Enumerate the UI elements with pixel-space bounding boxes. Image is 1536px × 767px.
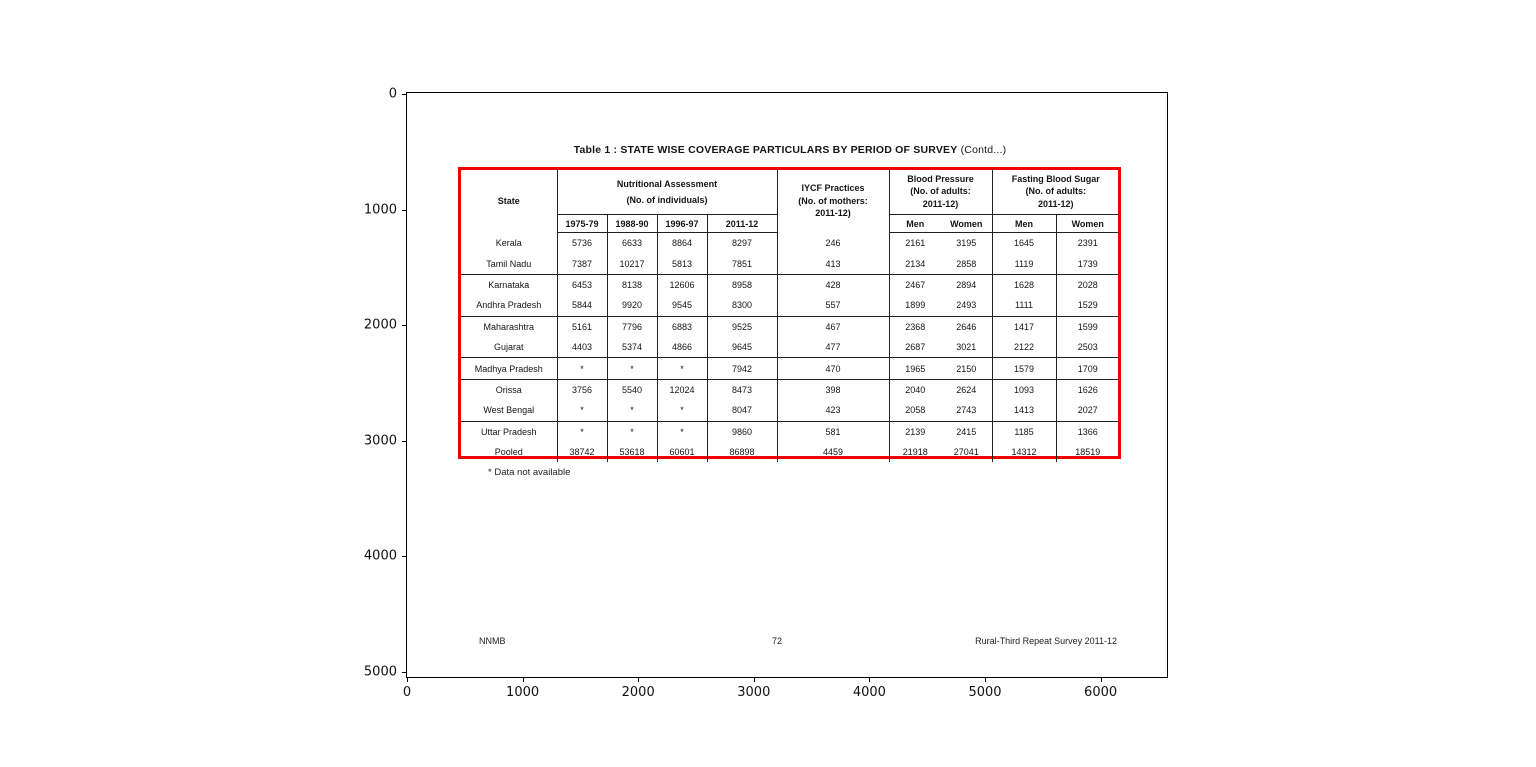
value-cell: 1645 — [992, 233, 1056, 254]
header-fbs-men: Men — [992, 215, 1056, 233]
header-iycf — [777, 169, 889, 233]
header-year-1975-79: 1975-79 — [557, 215, 607, 233]
value-cell: 4459 — [777, 442, 889, 462]
state-cell: Andhra Pradesh — [461, 295, 557, 316]
x-tick-mark — [523, 677, 524, 682]
state-cell: Maharashtra — [461, 316, 557, 337]
value-cell: 2503 — [1056, 337, 1119, 358]
header-year-2011-12: 2011-12 — [707, 215, 777, 233]
value-cell: * — [557, 358, 607, 379]
value-cell: 27041 — [941, 442, 992, 462]
value-cell: 2624 — [941, 379, 992, 400]
value-cell: 21918 — [902, 447, 928, 458]
value-cell: 2493 — [941, 295, 992, 316]
header-year-1996-97: 1996-97 — [657, 215, 707, 233]
value-cell: 8047 — [707, 400, 777, 421]
value-cell: 9525 — [707, 316, 777, 337]
value-cell: 8864 — [657, 233, 707, 254]
x-tick-label: 6000 — [1084, 685, 1118, 700]
value-cell: * — [657, 421, 707, 442]
footer-nnmb: NNMB — [479, 636, 506, 646]
footer-page-number: 72 — [771, 636, 783, 646]
value-cell: 7942 — [707, 358, 777, 379]
value-cell: 1628 — [992, 274, 1056, 295]
value-cell: 2687 — [889, 337, 941, 358]
value-cell: 1739 — [1056, 253, 1119, 274]
y-tick-label: 1000 — [363, 202, 397, 218]
value-cell: 1529 — [1056, 295, 1119, 316]
value-cell: 1599 — [1077, 321, 1098, 332]
x-tick-label: 5000 — [968, 685, 1002, 700]
state-cell: Orissa — [461, 379, 557, 400]
value-cell: 477 — [777, 337, 889, 358]
value-cell: 5161 — [557, 316, 607, 337]
value-cell: 5736 — [557, 233, 607, 254]
header-bp-women: Women — [941, 215, 992, 233]
value-cell: 7387 — [557, 253, 607, 274]
table-row — [461, 253, 1119, 274]
value-cell: 557 — [777, 295, 889, 316]
header-na-line2: (No. of individuals) — [626, 194, 708, 205]
value-cell: 12606 — [657, 274, 707, 295]
value-cell: 2139 — [905, 426, 926, 437]
value-cell: 8138 — [607, 274, 657, 295]
value-cell: 2894 — [941, 274, 992, 295]
value-cell: 2040 — [905, 384, 926, 395]
value-cell: 5374 — [607, 337, 657, 358]
value-cell: 9645 — [707, 337, 777, 358]
x-tick-label: 4000 — [852, 685, 886, 700]
value-cell: * — [657, 358, 707, 379]
value-cell: 12024 — [657, 379, 707, 400]
value-cell: 8300 — [707, 295, 777, 316]
y-tick-label: 2000 — [363, 317, 397, 333]
value-cell: 7851 — [707, 253, 777, 274]
value-cell: 2646 — [941, 316, 992, 337]
value-cell: 1366 — [1077, 426, 1098, 437]
value-cell: 4866 — [657, 337, 707, 358]
table-row — [461, 400, 1119, 421]
value-cell: 1965 — [889, 358, 941, 379]
state-cell: Karnataka — [461, 274, 557, 295]
table-row — [461, 316, 1119, 337]
x-tick-mark — [754, 677, 755, 682]
value-cell: 4403 — [557, 337, 607, 358]
y-tick-label: 5000 — [363, 664, 397, 680]
value-cell: 86898 — [707, 442, 777, 462]
value-cell: * — [557, 400, 607, 421]
header-fbs-line1: Fasting Blood Sugar — [1011, 173, 1100, 184]
value-cell: 8473 — [707, 379, 777, 400]
value-cell: 1093 — [992, 379, 1056, 400]
value-cell: 246 — [777, 233, 889, 254]
header-fbs-line2: (No. of adults: — [1025, 186, 1087, 197]
table-row — [461, 295, 1119, 316]
value-cell: 467 — [777, 316, 889, 337]
value-cell: 581 — [777, 421, 889, 442]
state-cell: Kerala — [461, 233, 557, 254]
value-cell: 6453 — [557, 274, 607, 295]
table-row — [461, 379, 1119, 400]
value-cell: 2743 — [941, 400, 992, 421]
table-title-suffix: (Contd...) — [957, 144, 1007, 156]
state-cell: Gujarat — [461, 337, 557, 358]
header-fbs-line3: 2011-12) — [1038, 198, 1074, 209]
header-iycf-line3: 2011-12) — [815, 208, 851, 218]
x-tick-mark — [407, 677, 408, 682]
value-cell: 428 — [777, 274, 889, 295]
data-not-available-note: * Data not available — [488, 467, 571, 478]
header-year-1988-90: 1988-90 — [607, 215, 657, 233]
table-row — [461, 421, 1119, 442]
value-cell: 7796 — [607, 316, 657, 337]
footer-survey-name: Rural-Third Repeat Survey 2011-12 — [975, 636, 1117, 646]
value-cell: 60601 — [657, 442, 707, 462]
header-iycf-line1: IYCF Practices — [801, 183, 865, 193]
value-cell: 470 — [777, 358, 889, 379]
y-tick-mark — [402, 94, 407, 95]
value-cell: 1626 — [1077, 384, 1098, 395]
header-fbs-women: Women — [1056, 215, 1119, 233]
value-cell: 6883 — [657, 316, 707, 337]
header-na-line1: Nutritional Assessment — [616, 178, 718, 189]
x-tick-label: 0 — [402, 685, 412, 700]
table-title-main: Table 1 : STATE WISE COVERAGE PARTICULARS BY PERIOD OF SURVEY — [573, 144, 958, 156]
value-cell: * — [607, 358, 657, 379]
value-cell: 9860 — [707, 421, 777, 442]
header-bp-line1: Blood Pressure — [907, 173, 974, 184]
value-cell: 2161 — [905, 238, 926, 249]
header-nutritional-assessment — [557, 169, 777, 215]
value-cell: * — [607, 421, 657, 442]
value-cell: 3195 — [941, 233, 992, 254]
plot-axes — [363, 86, 1168, 700]
header-bp-line3: 2011-12) — [922, 198, 959, 209]
value-cell: 1899 — [889, 295, 941, 316]
value-cell: 1709 — [1056, 358, 1119, 379]
value-cell: 2028 — [1077, 279, 1098, 290]
value-cell: 38742 — [557, 442, 607, 462]
header-state: State — [461, 169, 557, 233]
x-tick-label: 2000 — [621, 685, 655, 700]
value-cell: 423 — [777, 400, 889, 421]
y-tick-mark — [402, 672, 407, 673]
value-cell: 398 — [777, 379, 889, 400]
x-tick-mark — [638, 677, 639, 682]
y-tick-label: 4000 — [363, 548, 397, 564]
header-bp-men: Men — [889, 215, 941, 233]
value-cell: * — [607, 400, 657, 421]
value-cell: 1185 — [992, 421, 1056, 442]
y-tick-mark — [402, 210, 407, 211]
value-cell: 8297 — [707, 233, 777, 254]
value-cell: * — [557, 421, 607, 442]
state-cell: Uttar Pradesh — [461, 421, 557, 442]
value-cell: 2027 — [1056, 400, 1119, 421]
x-tick-mark — [869, 677, 870, 682]
value-cell: 3756 — [557, 379, 607, 400]
value-cell: 14312 — [992, 442, 1056, 462]
value-cell: 2467 — [905, 279, 926, 290]
header-blood-pressure — [889, 169, 992, 215]
table-title — [461, 144, 1119, 156]
value-cell: 6633 — [607, 233, 657, 254]
state-cell: Pooled — [461, 442, 557, 462]
header-fasting-blood-sugar — [992, 169, 1119, 215]
y-tick-mark — [402, 556, 407, 557]
x-tick-mark — [1101, 677, 1102, 682]
table-row — [461, 358, 1119, 379]
header-iycf-line2: (No. of mothers: — [798, 195, 868, 206]
value-cell: 10217 — [607, 253, 657, 274]
state-cell: Madhya Pradesh — [461, 358, 557, 379]
table-row — [461, 233, 1119, 254]
y-tick-label: 0 — [388, 86, 397, 102]
value-cell: 1119 — [992, 253, 1056, 274]
table-row — [461, 274, 1119, 295]
value-cell: 5813 — [657, 253, 707, 274]
value-cell: 9545 — [657, 295, 707, 316]
y-tick-mark — [402, 441, 407, 442]
value-cell: 5844 — [557, 295, 607, 316]
value-cell: 2122 — [992, 337, 1056, 358]
value-cell: 2150 — [941, 358, 992, 379]
y-tick-mark — [402, 325, 407, 326]
value-cell: 2368 — [905, 321, 926, 332]
table-body — [461, 233, 1119, 463]
y-tick-label: 3000 — [363, 433, 397, 449]
value-cell: 8958 — [707, 274, 777, 295]
table-row — [461, 337, 1119, 358]
coverage-table — [461, 169, 1119, 462]
value-cell: * — [657, 400, 707, 421]
x-tick-mark — [985, 677, 986, 682]
value-cell: 1579 — [992, 358, 1056, 379]
value-cell: 2391 — [1077, 238, 1098, 249]
value-cell: 3021 — [941, 337, 992, 358]
x-tick-label: 1000 — [506, 685, 540, 700]
value-cell: 1111 — [992, 295, 1056, 316]
value-cell: 2058 — [889, 400, 941, 421]
value-cell: 5540 — [607, 379, 657, 400]
header-bp-line2: (No. of adults: — [910, 186, 971, 197]
value-cell: 53618 — [607, 442, 657, 462]
state-cell: Tamil Nadu — [461, 253, 557, 274]
state-cell: West Bengal — [461, 400, 557, 421]
value-cell: 9920 — [607, 295, 657, 316]
value-cell: 2415 — [941, 421, 992, 442]
table-row — [461, 442, 1119, 462]
x-tick-label: 3000 — [737, 685, 771, 700]
value-cell: 1417 — [992, 316, 1056, 337]
value-cell: 18519 — [1075, 447, 1101, 458]
value-cell: 1413 — [992, 400, 1056, 421]
value-cell: 2858 — [941, 253, 992, 274]
value-cell: 2134 — [889, 253, 941, 274]
value-cell: 413 — [777, 253, 889, 274]
